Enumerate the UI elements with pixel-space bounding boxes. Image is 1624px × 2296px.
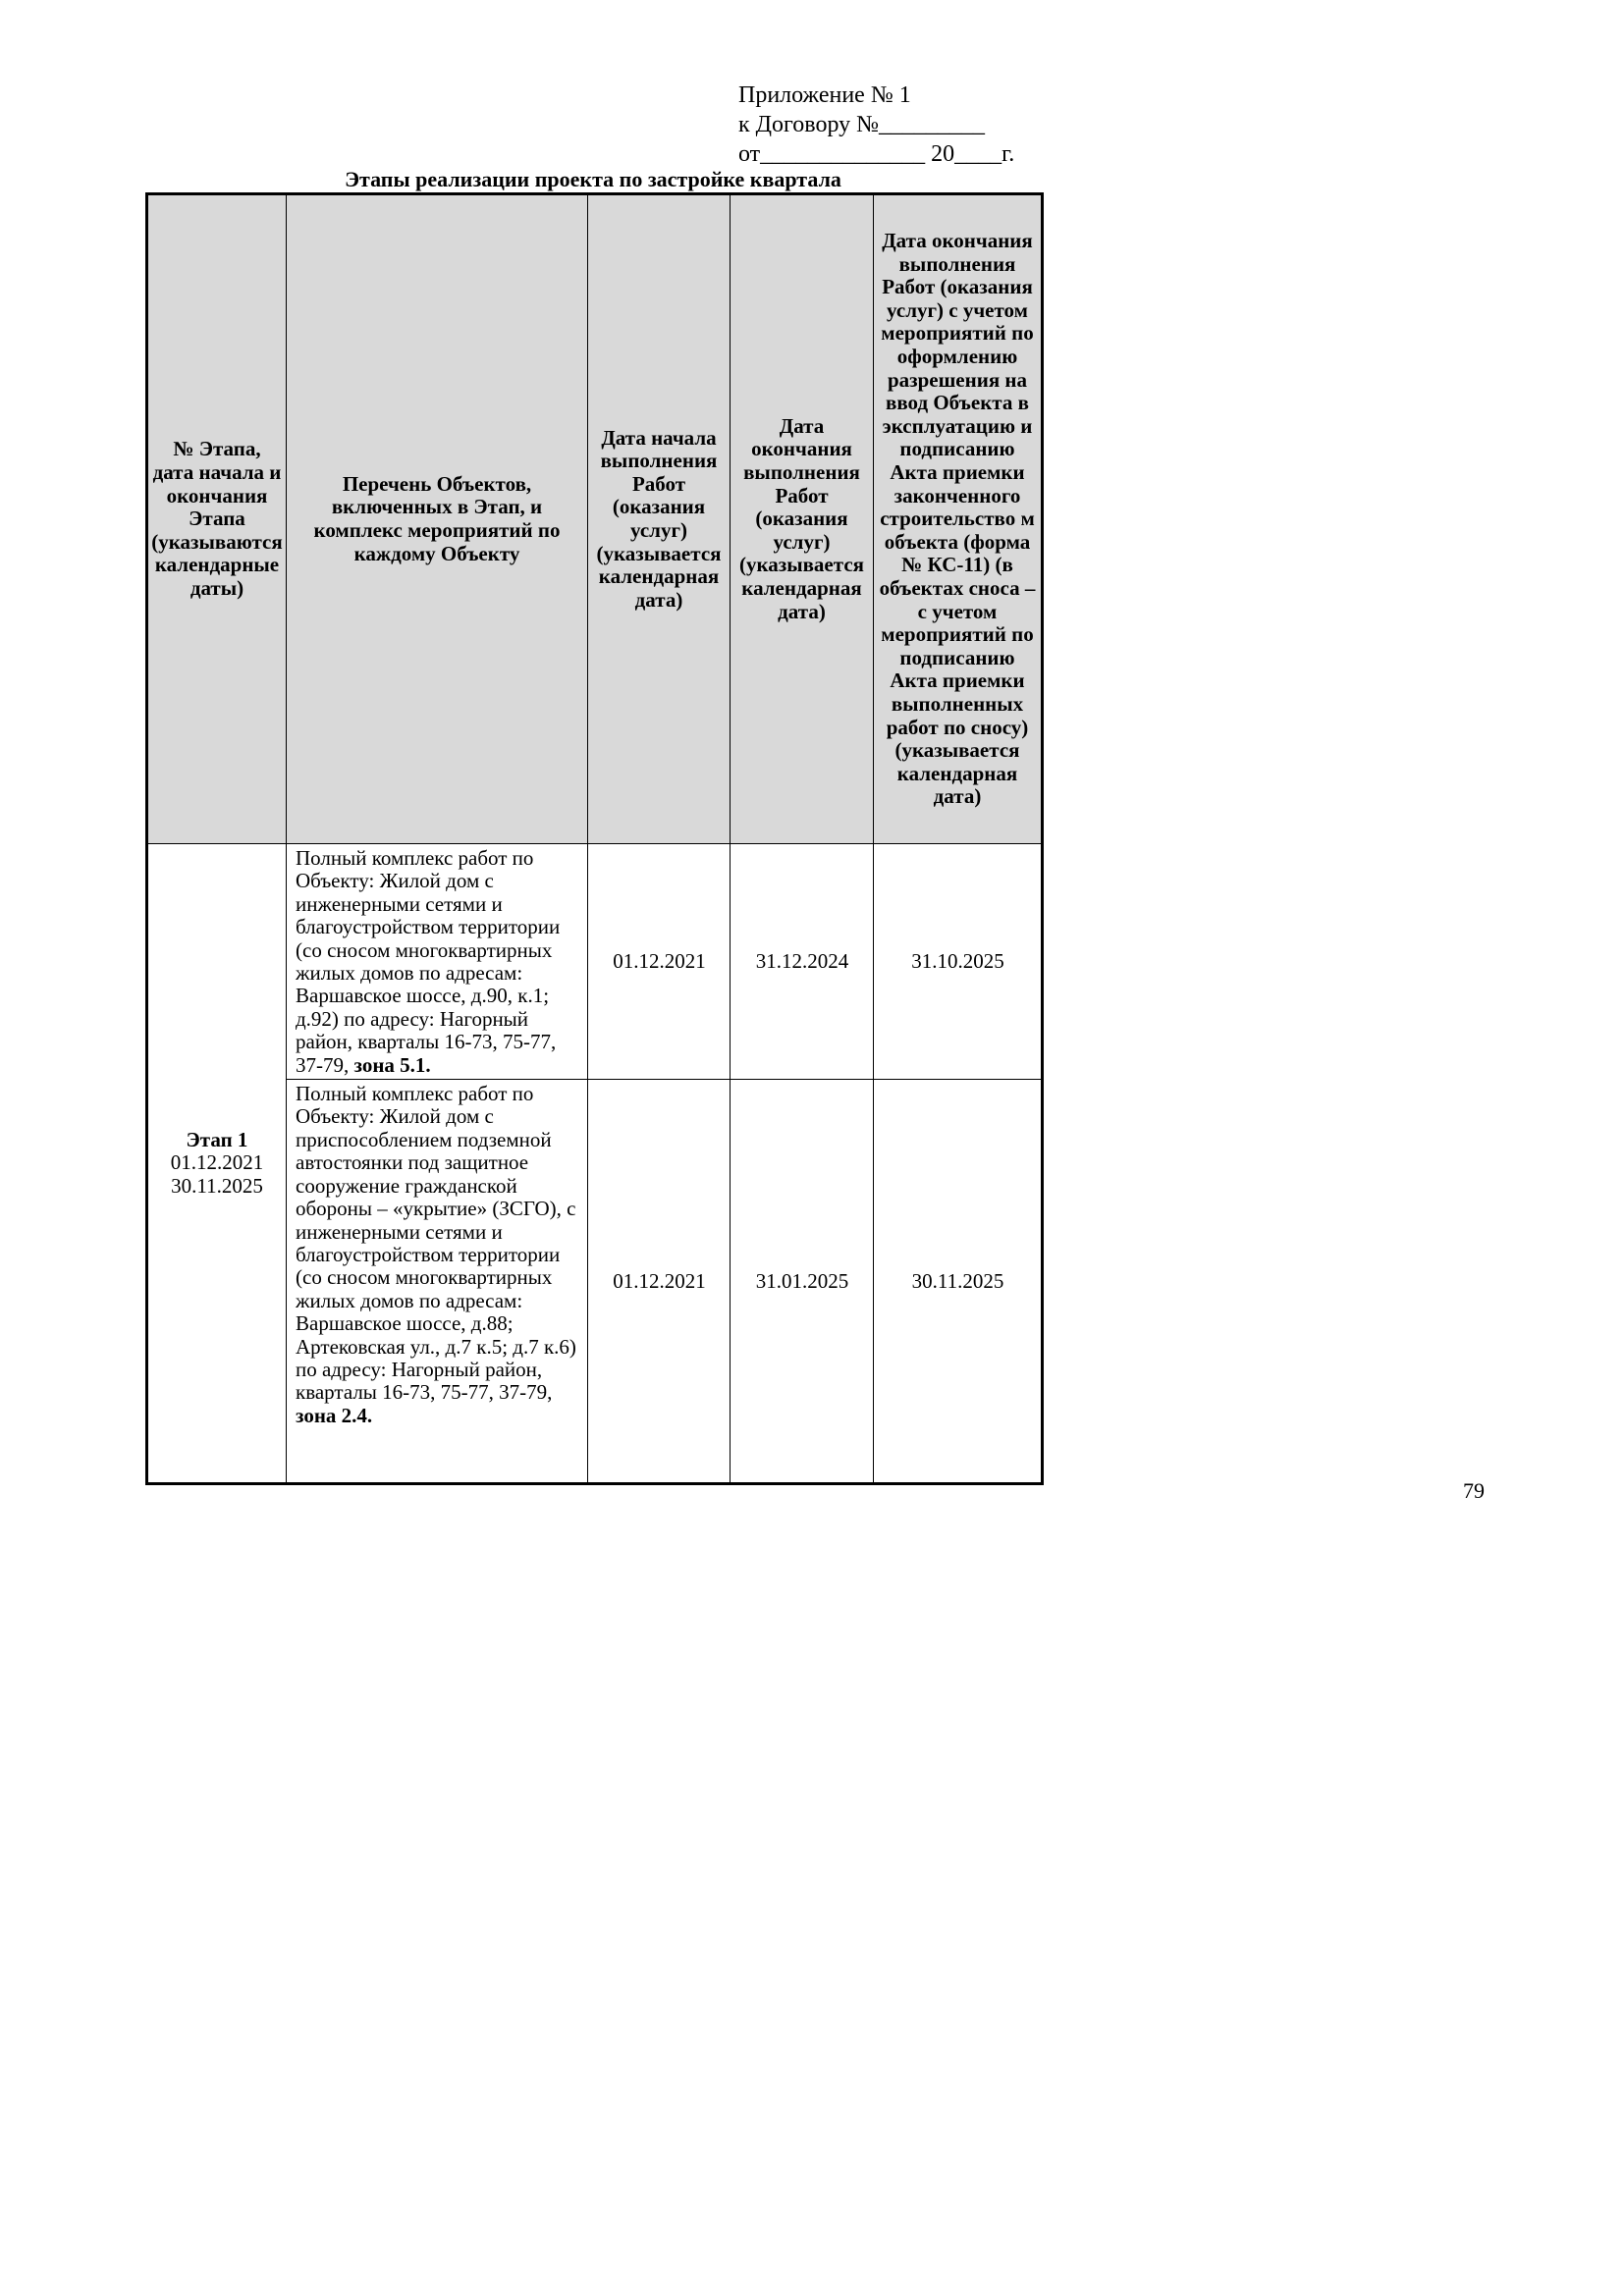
object-description: Полный комплекс работ по Объекту: Жилой дом с приспособлением подземной автостоянки под защитное сооружение гражданской обороны – «укрытие» (ЗСГО), с инженерными сетями и благоустройством территории (со сносом многоквартирных жилых домов по адресам: Варшавское шоссе, д.88; Артековская ул., д.7 к.5; д.7 к.6) по адресу: Нагорный район, кварталы 16-73, 75-77, 37-79,	[296, 1082, 576, 1405]
object-row-1	[147, 844, 1043, 1080]
col-header-start-date: Дата начала выполнения Работ (оказания услуг) (указывается календарная дата)	[588, 194, 731, 844]
final-completion-date-cell: 31.10.2025	[874, 844, 1043, 1080]
col-header-objects: Перечень Объектов, включенных в Этап, и комплекс мероприятий по каждому Объекту	[287, 194, 588, 844]
work-end-date-cell: 31.01.2025	[731, 1080, 874, 1484]
work-start-date-cell: 01.12.2021	[588, 1080, 731, 1484]
object-description: Полный комплекс работ по Объекту: Жилой дом с инженерными сетями и благоустройством территории (со сносом многоквартирных жилых домов по адресам: Варшавское шоссе, д.90, к.1; д.92) по адресу: Нагорный район, кварталы 16-73, 75-77, 37-79,	[296, 846, 561, 1077]
object-description-cell	[287, 844, 588, 1080]
appendix-block	[738, 80, 1014, 169]
appendix-number-line: Приложение № 1	[738, 82, 911, 108]
object-zone: зона 5.1.	[353, 1052, 431, 1077]
page-number: 79	[1463, 1478, 1485, 1503]
object-zone: зона 2.4.	[296, 1403, 373, 1427]
stage-cell	[147, 844, 287, 1484]
stage-end-date: 30.11.2025	[171, 1173, 263, 1198]
contract-date-line: от______________ 20____г.	[738, 141, 1015, 167]
stages-table	[145, 192, 1044, 1485]
col-header-final-date: Дата окончания выполнения Работ (оказания услуг) с учетом мероприятий по оформлению разрешения на ввод Объекта в эксплуатацию и подписанию Акта приемки законченного строительство м объекта (форма № КС-11) (в объектах сноса – с учетом мероприятий по подписанию Акта приемки выполненных работ по сносу) (указывается календарная дата)	[874, 194, 1043, 844]
col-header-stage: № Этапа, дата начала и окончания Этапа (указываются календарные даты)	[147, 194, 287, 844]
object-description-cell	[287, 1080, 588, 1484]
work-end-date-cell: 31.12.2024	[731, 844, 874, 1080]
stage-name: Этап 1	[186, 1127, 248, 1151]
contract-number-line: к Договору №_________	[738, 112, 986, 137]
table-header-row	[147, 194, 1043, 844]
final-completion-date-cell: 30.11.2025	[874, 1080, 1043, 1484]
stage-start-date: 01.12.2021	[170, 1150, 264, 1175]
document-title: Этапы реализации проекта по застройке квартала	[345, 167, 841, 191]
work-start-date-cell: 01.12.2021	[588, 844, 731, 1080]
col-header-end-date: Дата окончания выполнения Работ (оказания услуг) (указывается календарная дата)	[731, 194, 874, 844]
